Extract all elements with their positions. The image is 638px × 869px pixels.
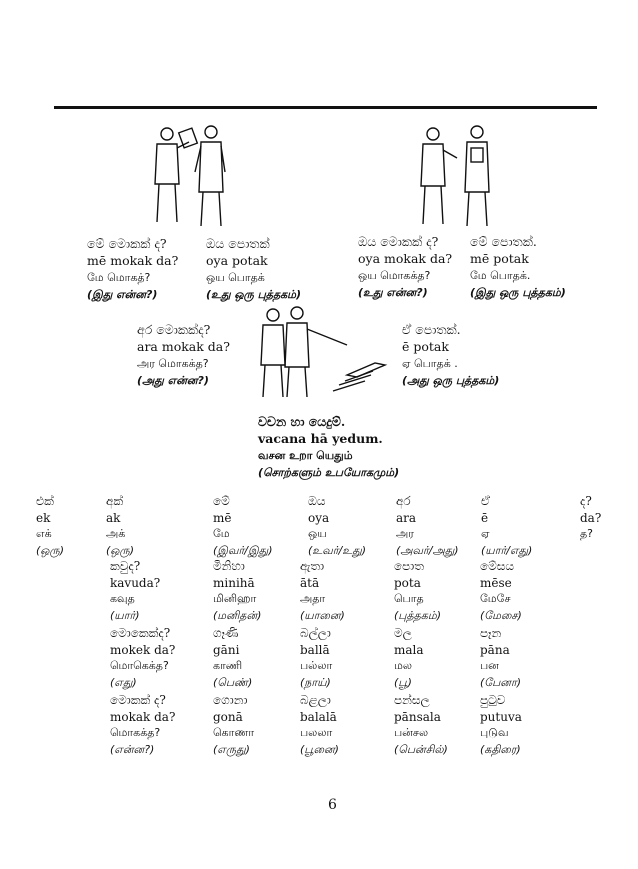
dialogue-middle-answer bbox=[402, 321, 499, 389]
transliteration: oya potak bbox=[206, 253, 268, 268]
transliteration: vacana hā yedum. bbox=[258, 431, 383, 446]
transliteration: mēse bbox=[480, 575, 512, 590]
vocab-entry bbox=[213, 493, 273, 559]
sinhala-text: මේ bbox=[213, 494, 230, 508]
tamil-meaning: (பூ) bbox=[394, 675, 412, 689]
tamil-script: பன்சல bbox=[394, 726, 429, 739]
vocab-entry bbox=[396, 493, 459, 559]
tamil-script: எக் bbox=[36, 527, 52, 540]
tamil-meaning: (என்ன?) bbox=[110, 742, 155, 756]
sinhala-text: ගෑණි bbox=[213, 626, 239, 640]
tamil-script: பன bbox=[480, 659, 499, 672]
tamil-script: கவுத bbox=[110, 592, 135, 605]
sinhala-text: අර මොකක්ද? bbox=[137, 322, 211, 337]
vocab-entry bbox=[106, 493, 134, 559]
sinhala-text: ගොනා bbox=[213, 693, 248, 707]
transliteration: ballā bbox=[300, 642, 330, 657]
sinhala-text: පුටුව bbox=[480, 693, 506, 707]
tamil-script: ஒய bbox=[308, 527, 327, 540]
transliteration: kavuda? bbox=[110, 575, 161, 590]
tamil-script: த? bbox=[580, 527, 594, 540]
tamil-meaning: (யார்) bbox=[110, 608, 140, 622]
tamil-script: மல bbox=[394, 659, 412, 672]
tamil-script: மினிஹா bbox=[213, 592, 257, 605]
illustration-pointing bbox=[255, 305, 405, 400]
transliteration: mē potak bbox=[470, 251, 529, 266]
vocab-entry bbox=[213, 625, 252, 691]
tamil-meaning: (எருது) bbox=[213, 742, 250, 756]
tamil-meaning: (மேசை) bbox=[480, 608, 522, 622]
transliteration: pānsala bbox=[394, 709, 441, 724]
tamil-meaning: (பெண்) bbox=[213, 675, 253, 689]
tamil-meaning: (நாய்) bbox=[300, 675, 331, 689]
vocab-entry bbox=[480, 558, 522, 624]
tamil-meaning: (எது) bbox=[110, 675, 137, 689]
vocab-entry bbox=[308, 493, 366, 559]
transliteration: ē potak bbox=[402, 339, 449, 354]
header-rule bbox=[54, 106, 597, 109]
sinhala-text: ඒ bbox=[481, 494, 490, 508]
vocab-entry bbox=[213, 692, 254, 758]
tamil-meaning bbox=[580, 543, 601, 560]
vocab-entry bbox=[110, 558, 160, 624]
tamil-script: அதா bbox=[300, 592, 326, 605]
tamil-script: பொத bbox=[394, 592, 424, 605]
sinhala-text: මල bbox=[394, 626, 412, 640]
tamil-script: மொகெக்த? bbox=[110, 659, 169, 672]
vocab-entry bbox=[580, 493, 601, 559]
tamil-meaning: (இவர்/இது) bbox=[213, 543, 273, 557]
transliteration: gāni bbox=[213, 642, 240, 657]
tamil-script: ஒய பொதக் bbox=[206, 271, 265, 284]
vocab-entry bbox=[300, 558, 345, 624]
transliteration: minihā bbox=[213, 575, 255, 590]
sinhala-text: මිනිහා bbox=[213, 559, 245, 573]
dialogue-left-question bbox=[87, 235, 178, 303]
sinhala-text: කවුද? bbox=[110, 559, 141, 573]
transliteration: oya mokak da? bbox=[358, 251, 453, 266]
tamil-meaning: (மனிதன்) bbox=[213, 608, 262, 622]
tamil-script: ஒய மொகக்த? bbox=[358, 269, 431, 282]
transliteration: mala bbox=[394, 642, 424, 657]
sinhala-text: අර bbox=[396, 494, 411, 508]
transliteration: mē bbox=[213, 510, 232, 525]
sinhala-text: වචන හා යෙදුම්. bbox=[258, 414, 346, 429]
tamil-meaning: (அது என்ன?) bbox=[137, 374, 209, 387]
tamil-script: மேசே bbox=[480, 592, 511, 605]
sinhala-text: ඒ පොතක්. bbox=[402, 322, 461, 337]
transliteration: oya bbox=[308, 510, 330, 525]
transliteration: ak bbox=[106, 510, 121, 525]
sinhala-text: මේසය bbox=[480, 559, 515, 573]
tamil-meaning: (பென்சில்) bbox=[394, 742, 448, 756]
vocab-entry bbox=[300, 692, 339, 758]
transliteration: mokak da? bbox=[110, 709, 176, 724]
tamil-script: அர bbox=[396, 527, 414, 540]
tamil-script: அர மொகக்த? bbox=[137, 357, 209, 370]
tamil-script: மொகக்த? bbox=[110, 726, 161, 739]
sinhala-text: ඔය bbox=[308, 494, 326, 508]
sinhala-text: ඔය මොකක් ද? bbox=[358, 234, 439, 249]
tamil-meaning: (இது ஒரு புத்தகம்) bbox=[470, 286, 566, 299]
tamil-script: காணி bbox=[213, 659, 243, 672]
transliteration: gonā bbox=[213, 709, 243, 724]
vocab-entry bbox=[110, 625, 175, 691]
page-number: 6 bbox=[328, 797, 337, 813]
sinhala-text: ඇතා bbox=[300, 559, 325, 573]
tamil-meaning: (பேனா) bbox=[480, 675, 521, 689]
sinhala-text: මේ මොකක් ද? bbox=[87, 236, 167, 251]
tamil-meaning: (யானை) bbox=[300, 608, 345, 622]
transliteration: ara mokak da? bbox=[137, 339, 230, 354]
transliteration: putuva bbox=[480, 709, 522, 724]
sinhala-text: බළලා bbox=[300, 693, 331, 707]
transliteration: balalā bbox=[300, 709, 337, 724]
tamil-meaning: (அவர்/அது) bbox=[396, 543, 459, 557]
transliteration: ē bbox=[481, 510, 489, 525]
vocab-entry bbox=[110, 692, 175, 758]
transliteration: pāna bbox=[480, 642, 510, 657]
sinhala-text: ද? bbox=[580, 494, 592, 508]
tamil-script: மே பொதக். bbox=[470, 269, 531, 282]
tamil-meaning: (உவர்/உது) bbox=[308, 543, 367, 557]
illustration-right bbox=[413, 122, 503, 232]
sinhala-text: එක් bbox=[36, 494, 54, 508]
tamil-meaning: (ஒரு) bbox=[36, 543, 64, 557]
tamil-meaning: (உது என்ன?) bbox=[358, 286, 428, 299]
transliteration: pota bbox=[394, 575, 421, 590]
tamil-script: மே மொகத்? bbox=[87, 271, 151, 284]
tamil-script: புடுவ bbox=[480, 726, 509, 739]
tamil-meaning: (பூனை) bbox=[300, 742, 339, 756]
sinhala-text: අක් bbox=[106, 494, 124, 508]
transliteration: ara bbox=[396, 510, 417, 525]
vocab-entry bbox=[394, 625, 424, 691]
tamil-meaning: (ஒரு) bbox=[106, 543, 134, 557]
tamil-meaning: (உது ஒரு புத்தகம்) bbox=[206, 288, 302, 301]
vocab-entry bbox=[394, 692, 448, 758]
sinhala-text: මොකෙක්ද? bbox=[110, 626, 171, 640]
vocab-entry bbox=[480, 692, 522, 758]
vocab-entry bbox=[300, 625, 332, 691]
vocab-entry bbox=[481, 493, 532, 559]
tamil-meaning: (யார்/எது) bbox=[481, 543, 533, 557]
tamil-script: வசன உறா யெதும் bbox=[258, 449, 353, 462]
tamil-script: மே bbox=[213, 527, 230, 540]
tamil-meaning: (கதிரை) bbox=[480, 742, 521, 756]
vocab-entry bbox=[213, 558, 261, 624]
dialogue-left-answer bbox=[206, 235, 301, 303]
transliteration: ātā bbox=[300, 575, 320, 590]
transliteration: ek bbox=[36, 510, 51, 525]
tamil-meaning: (சொற்களும் உபயோகமும்) bbox=[258, 466, 400, 479]
tamil-script: பல்லா bbox=[300, 659, 333, 672]
dialogue-right-answer bbox=[470, 233, 566, 301]
sinhala-text: බල්ලා bbox=[300, 626, 331, 640]
dialogue-right-question bbox=[358, 233, 452, 301]
vocab-entry bbox=[394, 558, 441, 624]
tamil-meaning: (அது ஒரு புத்தகம்) bbox=[402, 374, 500, 387]
sinhala-text: පෑන bbox=[480, 626, 502, 640]
vocab-entry bbox=[36, 493, 64, 559]
dialogue-middle-question bbox=[137, 321, 230, 389]
tamil-meaning: (புத்தகம்) bbox=[394, 608, 441, 622]
sinhala-text: ඔය පොතක් bbox=[206, 236, 270, 251]
sinhala-text: මේ පොතක්. bbox=[470, 234, 537, 249]
tamil-script: ஏ பொதக் . bbox=[402, 357, 458, 370]
tamil-script: ஏ bbox=[481, 527, 490, 540]
transliteration: mokek da? bbox=[110, 642, 176, 657]
illustration-left bbox=[145, 122, 235, 232]
vocab-entry bbox=[480, 625, 521, 691]
tamil-script: கொணா bbox=[213, 726, 255, 739]
section-title bbox=[258, 413, 399, 481]
tamil-script: பலலா bbox=[300, 726, 333, 739]
tamil-script: அக் bbox=[106, 527, 126, 540]
sinhala-text: පොත bbox=[394, 559, 424, 573]
sinhala-text: මොකක් ද? bbox=[110, 693, 166, 707]
sinhala-text: පන්සල bbox=[394, 693, 430, 707]
transliteration: da? bbox=[580, 510, 602, 525]
transliteration: mē mokak da? bbox=[87, 253, 179, 268]
tamil-meaning: (இது என்ன?) bbox=[87, 288, 158, 301]
